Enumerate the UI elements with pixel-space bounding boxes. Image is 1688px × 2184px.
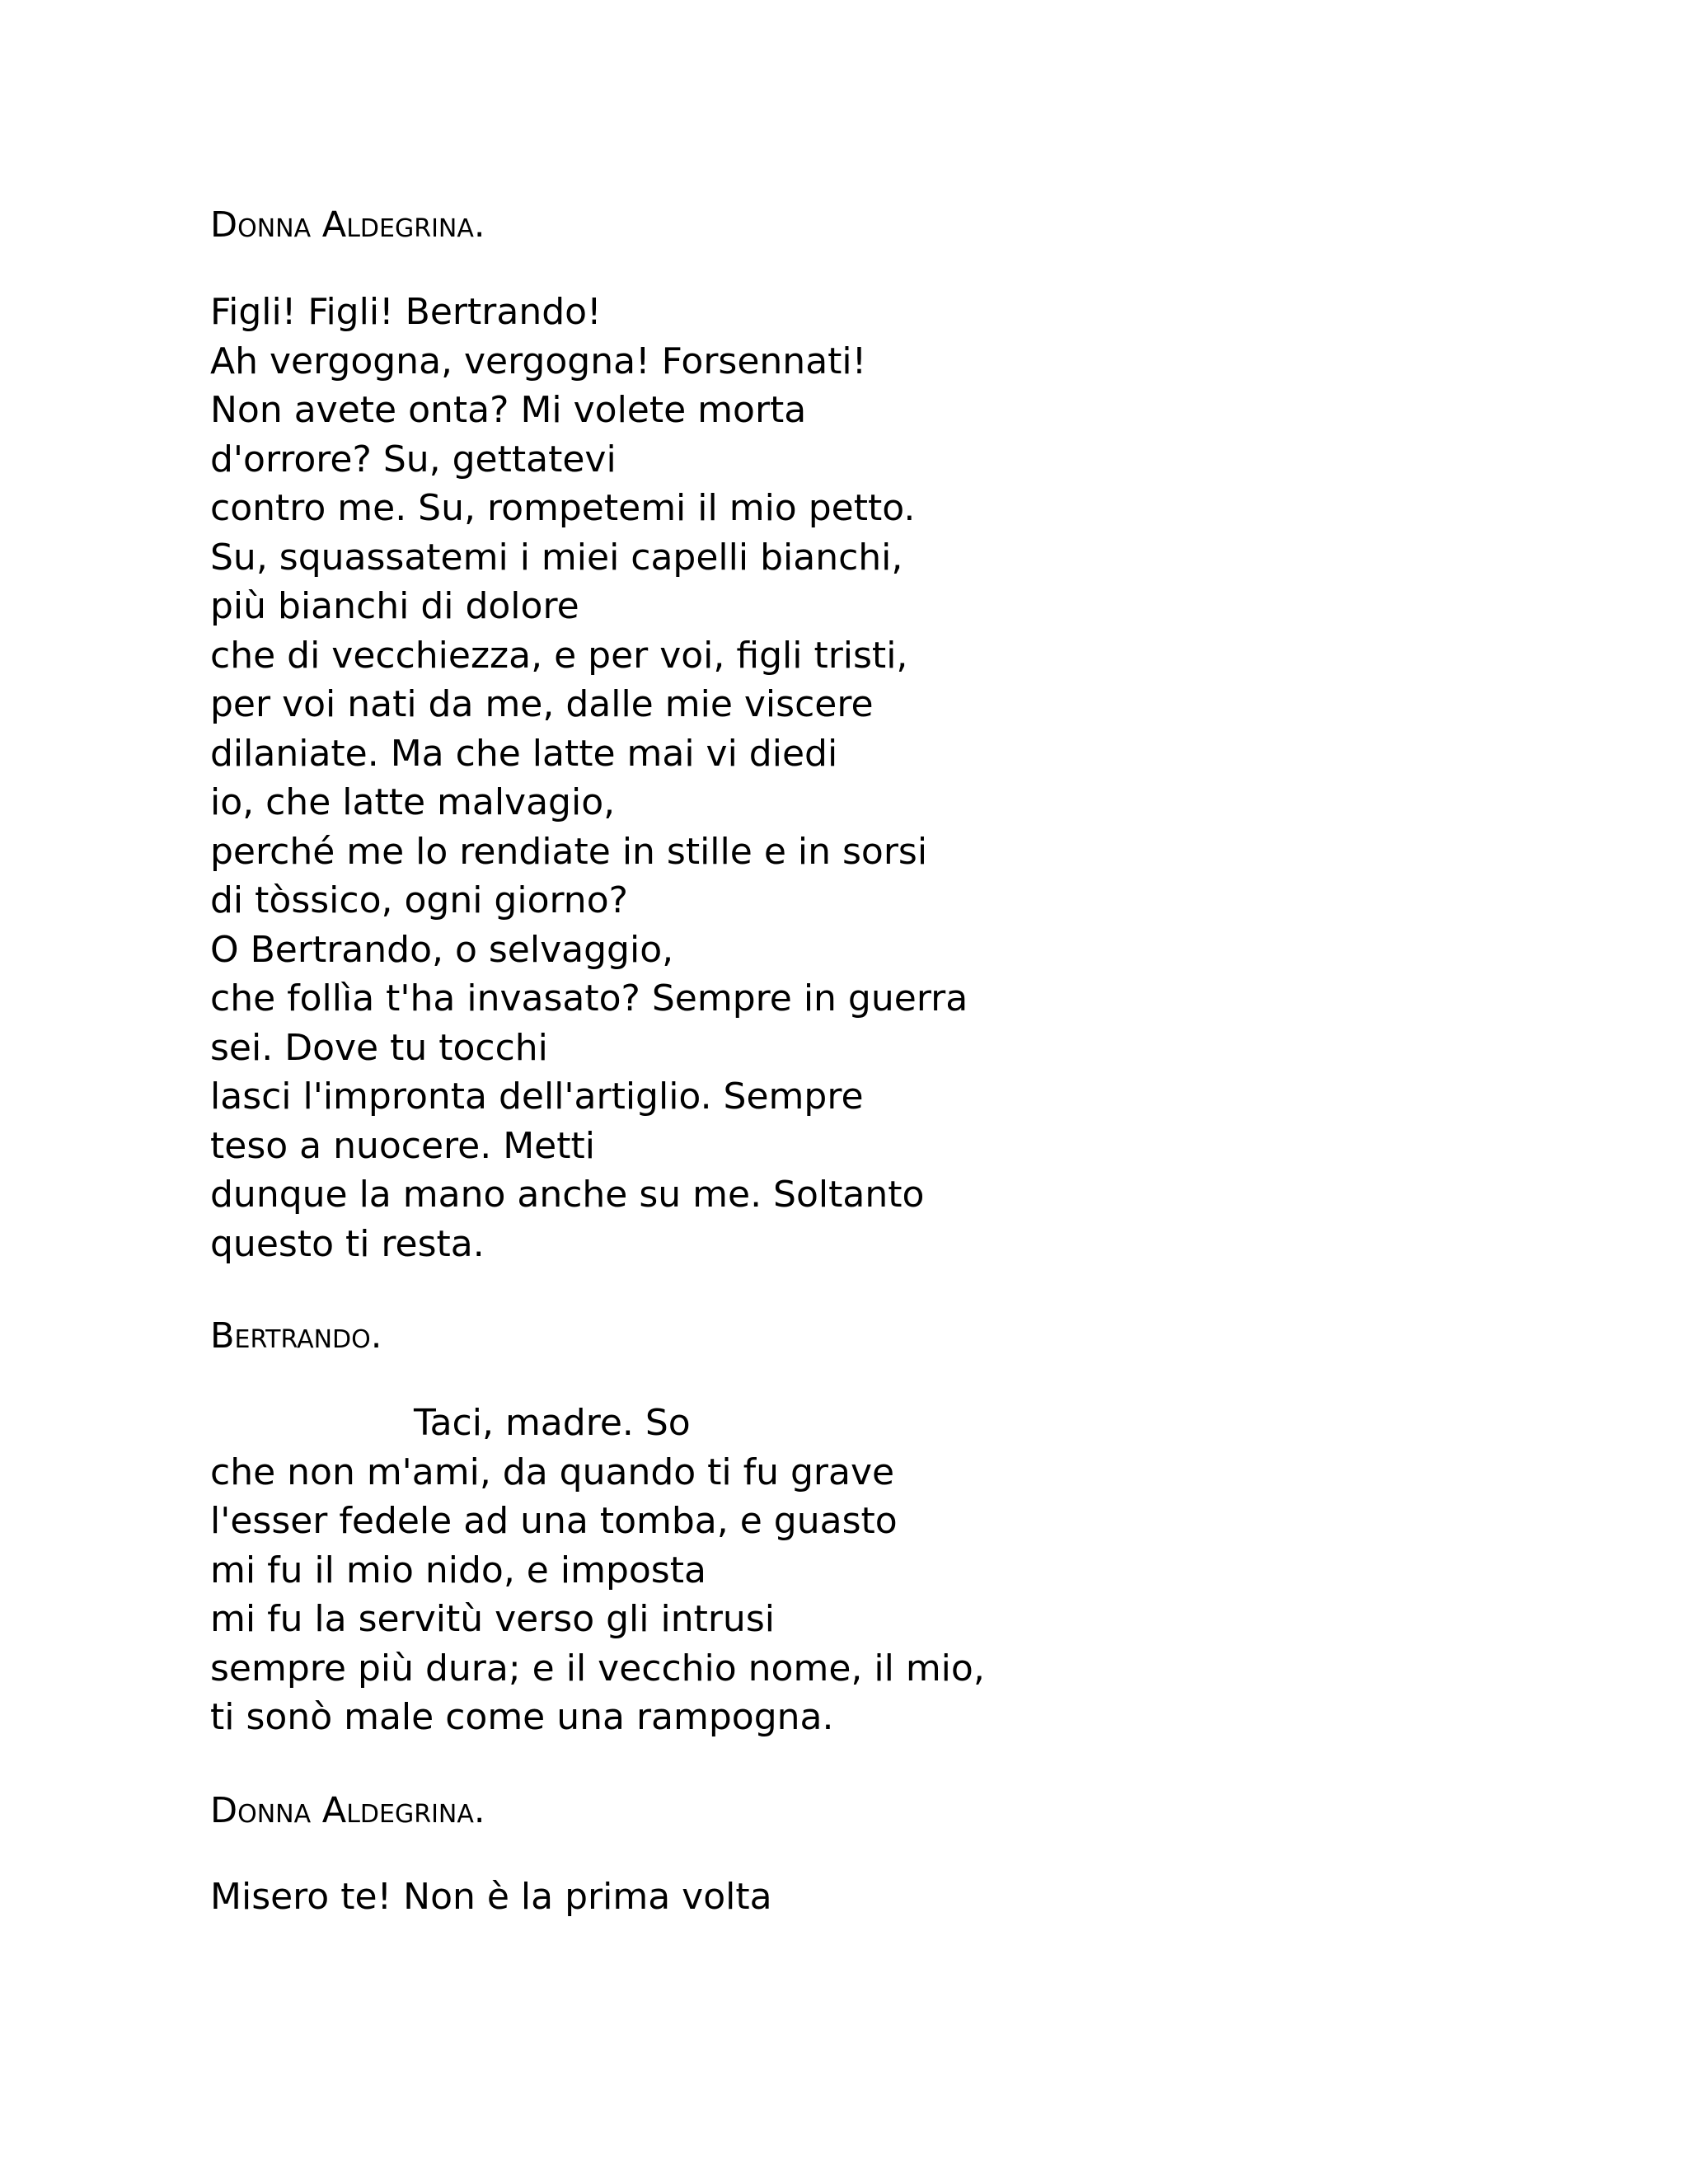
verse-block: [210, 1872, 772, 1922]
verse-line: teso a nuocere. Metti: [210, 1124, 595, 1167]
verse-line: questo ti resta.: [210, 1222, 485, 1265]
verse-line: dilaniate. Ma che latte mai vi diedi: [210, 732, 838, 775]
verse-line: per voi nati da me, dalle mie viscere: [210, 683, 874, 725]
verse-line: che follìa t'ha invasato? Sempre in guerra: [210, 977, 968, 1019]
verse-line: sei. Dove tu tocchi: [210, 1026, 548, 1069]
verse-line: Figli! Figli! Bertrando!: [210, 291, 602, 333]
verse-line: Su, squassatemi i miei capelli bianchi,: [210, 536, 903, 579]
verse-line: contro me. Su, rompetemi il mio petto.: [210, 487, 916, 529]
verse-line: dunque la mano anche su me. Soltanto: [210, 1174, 925, 1216]
verse-line: sempre più dura; e il vecchio nome, il mio,: [210, 1647, 985, 1690]
verse-block: [210, 288, 968, 1268]
verse-line: d'orrore? Su, gettatevi: [210, 438, 617, 480]
verse-block: [210, 1399, 985, 1742]
verse-line: ti sonò male come una rampogna.: [210, 1696, 834, 1738]
verse-line: Misero te! Non è la prima volta: [210, 1876, 772, 1918]
verse-line: perché me lo rendiate in stille e in sorsi: [210, 830, 928, 873]
verse-line: l'esser fedele ad una tomba, e guasto: [210, 1500, 898, 1542]
verse-line: mi fu la servitù verso gli intrusi: [210, 1598, 775, 1640]
verse-line: che non m'ami, da quando ti fu grave: [210, 1451, 895, 1493]
verse-line: mi fu il mio nido, e imposta: [210, 1549, 706, 1591]
verse-line: di tòssico, ogni giorno?: [210, 879, 628, 921]
speaker-name: Donna Aldegrina.: [210, 204, 485, 246]
verse-line: Taci, madre. So: [414, 1402, 691, 1444]
verse-line: io, che latte malvagio,: [210, 781, 616, 823]
verse-line: Ah vergogna, vergogna! Forsennati!: [210, 340, 867, 382]
verse-line: che di vecchiezza, e per voi, figli tristi,: [210, 634, 908, 677]
speaker-name: Donna Aldegrina.: [210, 1790, 485, 1831]
verse-line: O Bertrando, o selvaggio,: [210, 928, 674, 971]
verse-line: lasci l'impronta dell'artiglio. Sempre: [210, 1076, 864, 1118]
speaker-name: Bertrando.: [210, 1315, 382, 1357]
verse-line: Non avete onta? Mi volete morta: [210, 389, 807, 431]
verse-line: più bianchi di dolore: [210, 585, 579, 627]
